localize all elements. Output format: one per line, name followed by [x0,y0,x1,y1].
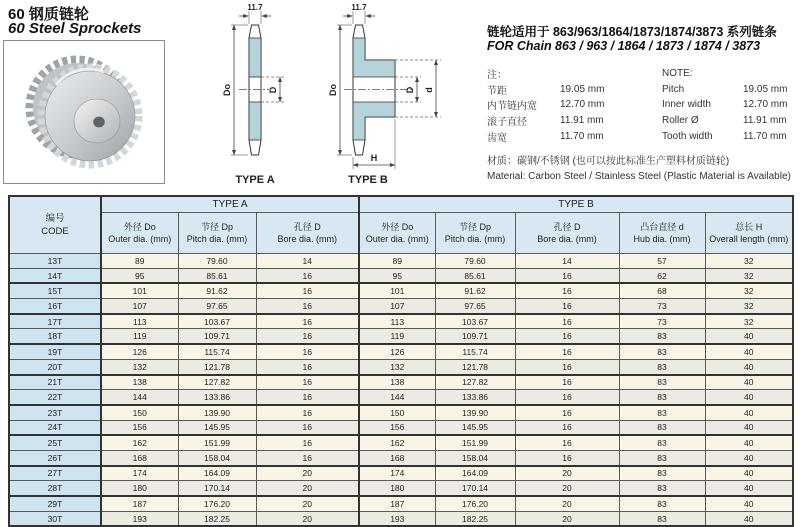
value-cell: 16 [515,450,619,465]
value-cell: 127.82 [435,375,515,390]
value-cell: 16 [515,344,619,359]
value-cell: 40 [705,329,793,344]
value-cell: 16 [256,420,359,435]
value-cell: 16 [515,299,619,314]
note-grid [487,66,787,144]
value-cell: 103.67 [435,314,515,329]
col-header-b-length: 总长 H Overall length (mm) [705,213,793,254]
note-label-en: NOTE: [662,68,693,80]
value-cell: 107 [359,299,435,314]
value-cell: 176.20 [178,496,256,511]
value-cell: 170.14 [178,481,256,496]
value-cell: 79.60 [435,254,515,269]
value-cell: 16 [515,405,619,420]
value-cell: 14 [515,254,619,269]
type-b-caption: TYPE B [348,174,388,186]
value-cell: 115.74 [435,344,515,359]
code-cell: 17T [9,314,101,329]
value-cell: 83 [619,481,705,496]
value-cell: 40 [705,511,793,526]
value-cell: 16 [256,450,359,465]
type-b-drawing [328,3,441,186]
value-cell: 139.90 [178,405,256,420]
value-cell: 180 [101,481,178,496]
value-cell: 144 [359,390,435,405]
value-cell: 16 [256,390,359,405]
value-cell: 16 [515,359,619,374]
code-cell: 21T [9,375,101,390]
value-cell: 113 [101,314,178,329]
value-cell: 174 [359,466,435,481]
code-cell: 22T [9,390,101,405]
code-cell: 29T [9,496,101,511]
code-cell: 20T [9,359,101,374]
value-cell: 68 [619,283,705,298]
value-cell: 89 [101,254,178,269]
type-a-drawing [222,3,284,186]
value-cell: 193 [101,511,178,526]
value-cell: 40 [705,450,793,465]
value-cell: 156 [101,420,178,435]
value-cell: 16 [256,299,359,314]
value-cell: 162 [359,435,435,450]
value-cell: 16 [256,359,359,374]
spec-value-zh: 12.70 mm [560,99,605,111]
spec-label-zh: 节距 [487,85,507,97]
code-cell: 25T [9,435,101,450]
value-cell: 62 [619,268,705,283]
value-cell: 83 [619,466,705,481]
value-cell: 83 [619,420,705,435]
value-cell: 97.65 [178,299,256,314]
type-b-do-label: Do [328,84,338,96]
spec-label-zh: 内节链内宽 [487,101,537,113]
code-cell: 15T [9,283,101,298]
value-cell: 95 [101,268,178,283]
table-row [9,283,793,298]
value-cell: 83 [619,405,705,420]
type-b-hub-label: d [424,87,434,93]
value-cell: 168 [101,450,178,465]
sprocket-photo [4,41,164,183]
value-cell: 20 [256,481,359,496]
value-cell: 83 [619,329,705,344]
value-cell: 40 [705,466,793,481]
type-b-width-dim-label: 11.7 [351,3,367,12]
note-label-zh: 注： [487,70,507,82]
table-row [9,299,793,314]
value-cell: 150 [359,405,435,420]
chain-heading-zh: 链轮适用于 863/963/1864/1873/1874/3873 系列链条 [487,25,777,39]
code-cell: 14T [9,268,101,283]
value-cell: 40 [705,481,793,496]
value-cell: 16 [515,435,619,450]
value-cell: 150 [101,405,178,420]
code-cell: 24T [9,420,101,435]
value-cell: 187 [101,496,178,511]
col-header-b-bore: 孔径 D Bore dia. (mm) [515,213,619,254]
value-cell: 40 [705,375,793,390]
table-row [9,344,793,359]
value-cell: 40 [705,405,793,420]
spec-value-zh: 11.70 mm [560,130,604,142]
sprocket-spec-table [8,195,794,527]
value-cell: 174 [101,466,178,481]
spec-value-en: 12.70 mm [743,99,788,111]
value-cell: 83 [619,344,705,359]
value-cell: 85.61 [178,268,256,283]
chain-heading-en: FOR Chain 863 / 963 / 1864 / 1873 / 1874 / 3873 [487,39,761,53]
table-row [9,314,793,329]
table-row [9,420,793,435]
value-cell: 95 [359,268,435,283]
spec-value-zh: 11.91 mm [560,115,604,127]
value-cell: 83 [619,511,705,526]
table-row [9,359,793,374]
value-cell: 170.14 [435,481,515,496]
table-row [9,511,793,526]
material-zh: 材质：碳钢/不锈钢 (也可以按此标准生产塑料材质链轮) [487,156,730,167]
material-note [487,155,791,184]
value-cell: 16 [256,344,359,359]
value-cell: 138 [359,375,435,390]
code-cell: 30T [9,511,101,526]
value-cell: 16 [515,329,619,344]
col-header-b-hub: 凸台直径 d Hub dia. (mm) [619,213,705,254]
value-cell: 91.62 [435,283,515,298]
code-cell: 26T [9,450,101,465]
value-cell: 85.61 [435,268,515,283]
chain-info [485,20,797,192]
type-a-caption: TYPE A [235,174,275,186]
value-cell: 164.09 [178,466,256,481]
table-row [9,390,793,405]
value-cell: 133.86 [435,390,515,405]
col-header-b-pitch: 节径 Dp Pitch dia. (mm) [435,213,515,254]
code-cell: 23T [9,405,101,420]
value-cell: 138 [101,375,178,390]
value-cell: 97.65 [435,299,515,314]
value-cell: 40 [705,390,793,405]
value-cell: 16 [515,420,619,435]
value-cell: 101 [359,283,435,298]
value-cell: 40 [705,496,793,511]
value-cell: 16 [256,268,359,283]
value-cell: 139.90 [435,405,515,420]
code-cell: 19T [9,344,101,359]
value-cell: 89 [359,254,435,269]
value-cell: 144 [101,390,178,405]
value-cell: 16 [256,405,359,420]
value-cell: 83 [619,359,705,374]
value-cell: 20 [515,496,619,511]
value-cell: 32 [705,254,793,269]
spec-label-en: Tooth width [662,130,713,142]
value-cell: 101 [101,283,178,298]
value-cell: 127.82 [178,375,256,390]
value-cell: 109.71 [178,329,256,344]
page-title-en: 60 Steel Sprockets [8,20,142,37]
value-cell: 16 [515,375,619,390]
value-cell: 16 [256,435,359,450]
value-cell: 83 [619,450,705,465]
value-cell: 20 [515,511,619,526]
value-cell: 16 [515,283,619,298]
table-row [9,481,793,496]
value-cell: 158.04 [178,450,256,465]
value-cell: 83 [619,390,705,405]
value-cell: 132 [101,359,178,374]
value-cell: 40 [705,435,793,450]
value-cell: 16 [256,329,359,344]
table-row [9,405,793,420]
code-cell: 28T [9,481,101,496]
value-cell: 180 [359,481,435,496]
value-cell: 151.99 [435,435,515,450]
code-cell: 13T [9,254,101,269]
value-cell: 20 [256,466,359,481]
value-cell: 16 [515,268,619,283]
value-cell: 126 [101,344,178,359]
spec-label-en: Inner width [662,99,711,111]
code-header: 编号 CODE [9,196,101,254]
type-b-length-label: H [370,153,378,163]
spec-table-body [9,254,793,527]
spec-label-zh: 滚子直径 [487,117,527,129]
value-cell: 40 [705,420,793,435]
table-row [9,254,793,269]
value-cell: 156 [359,420,435,435]
value-cell: 32 [705,299,793,314]
col-header-a-bore: 孔径 D Bore dia. (mm) [256,213,359,254]
technical-drawings [195,0,450,192]
table-row [9,496,793,511]
value-cell: 107 [101,299,178,314]
value-cell: 182.25 [435,511,515,526]
type-b-group-header: TYPE B [359,196,793,213]
col-header-a-pitch: 节径 Dp Pitch dia. (mm) [178,213,256,254]
value-cell: 20 [256,511,359,526]
table-row [9,329,793,344]
value-cell: 119 [101,329,178,344]
spec-label-en: Roller Ø [662,115,699,127]
value-cell: 79.60 [178,254,256,269]
value-cell: 182.25 [178,511,256,526]
value-cell: 16 [256,375,359,390]
value-cell: 16 [515,314,619,329]
type-a-bore-label: D [268,86,278,94]
material-en: Material: Carbon Steel / Stainless Steel (Plastic Material is Available) [487,170,791,182]
value-cell: 126 [359,344,435,359]
value-cell: 121.78 [435,359,515,374]
value-cell: 16 [515,390,619,405]
product-photo-frame [3,40,165,184]
value-cell: 133.86 [178,390,256,405]
spec-value-en: 11.70 mm [743,130,787,142]
spec-value-en: 11.91 mm [743,115,787,127]
value-cell: 83 [619,435,705,450]
type-a-group-header: TYPE A [101,196,359,213]
value-cell: 73 [619,314,705,329]
value-cell: 151.99 [178,435,256,450]
value-cell: 187 [359,496,435,511]
value-cell: 162 [101,435,178,450]
type-b-bore-label: D [405,86,415,94]
type-a-do-label: Do [222,84,232,96]
col-header-b-outer: 外径 Do Outer dia. (mm) [359,213,435,254]
value-cell: 57 [619,254,705,269]
table-row [9,435,793,450]
table-row [9,450,793,465]
value-cell: 193 [359,511,435,526]
value-cell: 119 [359,329,435,344]
spec-label-zh: 齿宽 [487,132,507,144]
value-cell: 145.95 [178,420,256,435]
value-cell: 20 [515,466,619,481]
value-cell: 32 [705,314,793,329]
table-row [9,466,793,481]
value-cell: 20 [515,481,619,496]
code-cell: 18T [9,329,101,344]
value-cell: 176.20 [435,496,515,511]
value-cell: 40 [705,359,793,374]
value-cell: 121.78 [178,359,256,374]
value-cell: 91.62 [178,283,256,298]
spec-value-zh: 19.05 mm [560,83,605,95]
value-cell: 16 [256,283,359,298]
table-row [9,268,793,283]
value-cell: 16 [256,314,359,329]
value-cell: 14 [256,254,359,269]
col-header-a-outer: 外径 Do Outer dia. (mm) [101,213,178,254]
value-cell: 164.09 [435,466,515,481]
spec-label-en: Pitch [662,83,685,95]
value-cell: 20 [256,496,359,511]
spec-value-en: 19.05 mm [743,83,788,95]
table-row [9,375,793,390]
value-cell: 145.95 [435,420,515,435]
value-cell: 115.74 [178,344,256,359]
value-cell: 168 [359,450,435,465]
value-cell: 113 [359,314,435,329]
value-cell: 109.71 [435,329,515,344]
value-cell: 32 [705,268,793,283]
value-cell: 73 [619,299,705,314]
value-cell: 32 [705,283,793,298]
value-cell: 83 [619,496,705,511]
value-cell: 103.67 [178,314,256,329]
value-cell: 158.04 [435,450,515,465]
code-cell: 27T [9,466,101,481]
type-a-width-dim-label: 11.7 [247,3,263,12]
value-cell: 132 [359,359,435,374]
code-cell: 16T [9,299,101,314]
value-cell: 40 [705,344,793,359]
value-cell: 83 [619,375,705,390]
page-title-zh: 60 钢质链轮 [8,6,89,23]
